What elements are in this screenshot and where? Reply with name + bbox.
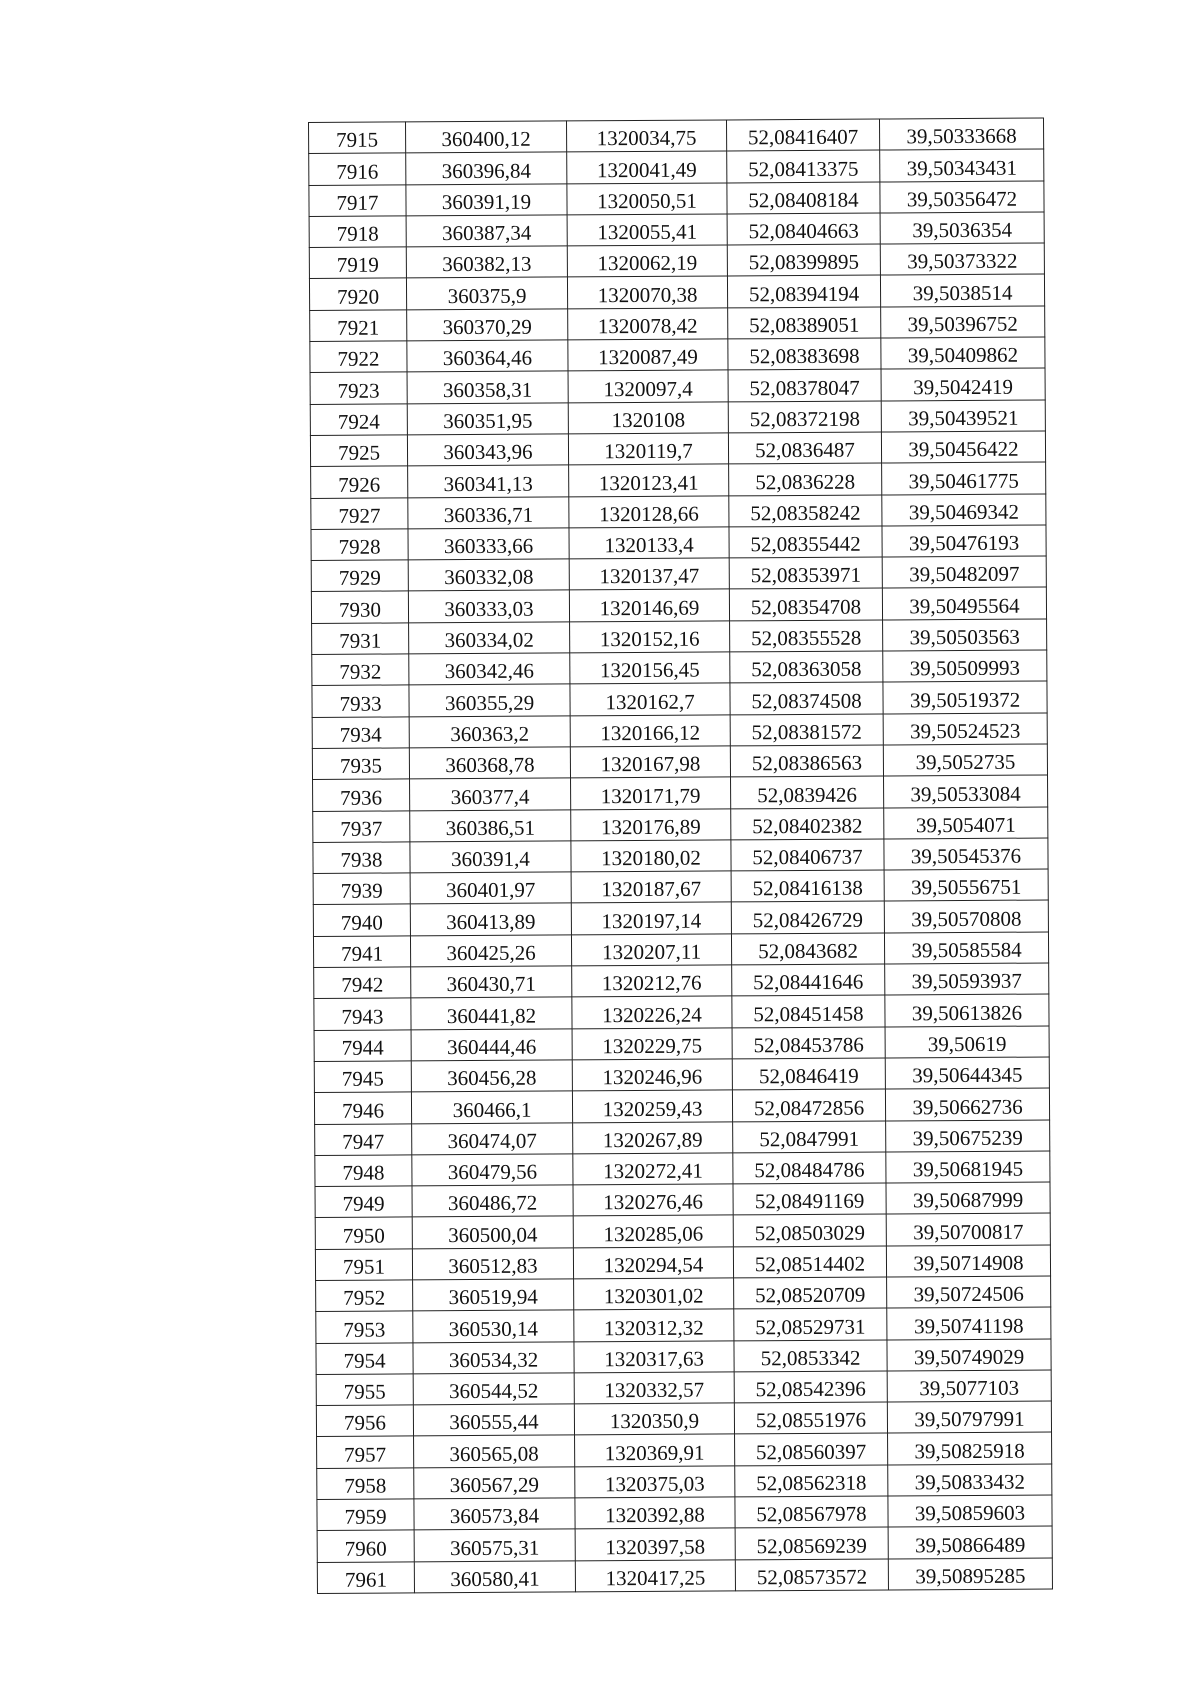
y-coordinate-cell: 1320062,19 <box>567 245 727 277</box>
longitude-cell: 39,5042419 <box>881 368 1045 400</box>
longitude-cell: 39,50556751 <box>884 869 1048 901</box>
y-coordinate-cell: 1320317,63 <box>574 1340 734 1372</box>
y-coordinate-cell: 1320392,88 <box>575 1497 735 1529</box>
longitude-cell: 39,5054071 <box>884 807 1048 839</box>
y-coordinate-cell: 1320397,58 <box>575 1528 735 1560</box>
table-row <box>312 681 1047 717</box>
latitude-cell: 52,08404663 <box>727 213 880 245</box>
latitude-cell: 52,08573572 <box>735 1559 888 1591</box>
x-coordinate-cell: 360358,31 <box>407 371 568 403</box>
table-row <box>317 1495 1052 1531</box>
longitude-cell: 39,50570808 <box>884 900 1048 932</box>
y-coordinate-cell: 1320087,49 <box>568 339 728 371</box>
longitude-cell: 39,50343431 <box>880 149 1044 181</box>
longitude-cell: 39,50593937 <box>885 963 1049 995</box>
latitude-cell: 52,08416407 <box>726 119 879 151</box>
y-coordinate-cell: 1320167,98 <box>570 746 730 778</box>
table-row <box>313 932 1048 968</box>
table-row <box>313 807 1048 843</box>
x-coordinate-cell: 360444,46 <box>411 1029 572 1061</box>
point-number-cell: 7927 <box>311 497 408 529</box>
longitude-cell: 39,50456422 <box>881 431 1045 463</box>
y-coordinate-cell: 1320176,89 <box>571 808 731 840</box>
y-coordinate-cell: 1320226,24 <box>572 996 732 1028</box>
longitude-cell: 39,50644345 <box>885 1057 1049 1089</box>
latitude-cell: 52,08355528 <box>730 620 883 652</box>
table-row <box>310 368 1045 404</box>
point-number-cell: 7959 <box>317 1499 414 1531</box>
y-coordinate-cell: 1320369,91 <box>575 1434 735 1466</box>
table-row <box>314 1057 1049 1093</box>
longitude-cell: 39,50619 <box>885 1026 1049 1058</box>
point-number-cell: 7933 <box>312 685 409 717</box>
table-row <box>316 1401 1051 1437</box>
x-coordinate-cell: 360401,97 <box>410 872 571 904</box>
y-coordinate-cell: 1320070,38 <box>567 276 727 308</box>
longitude-cell: 39,50675239 <box>886 1119 1050 1151</box>
y-coordinate-cell: 1320097,4 <box>568 370 728 402</box>
point-number-cell: 7925 <box>310 435 407 467</box>
latitude-cell: 52,0839426 <box>731 776 884 808</box>
latitude-cell: 52,08402382 <box>731 808 884 840</box>
latitude-cell: 52,08472856 <box>732 1089 885 1121</box>
x-coordinate-cell: 360375,9 <box>406 277 567 309</box>
latitude-cell: 52,08389051 <box>728 307 881 339</box>
latitude-cell: 52,08358242 <box>729 495 882 527</box>
point-number-cell: 7953 <box>316 1311 413 1343</box>
latitude-cell: 52,08383698 <box>728 338 881 370</box>
point-number-cell: 7919 <box>309 247 406 279</box>
x-coordinate-cell: 360575,31 <box>414 1529 575 1561</box>
x-coordinate-cell: 360387,34 <box>406 215 567 247</box>
longitude-cell: 39,5038514 <box>880 274 1044 306</box>
latitude-cell: 52,0836487 <box>728 432 881 464</box>
coordinates-table <box>308 118 1053 1594</box>
table-row <box>310 431 1045 467</box>
longitude-cell: 39,50859603 <box>888 1495 1052 1527</box>
longitude-cell: 39,50373322 <box>880 243 1044 275</box>
y-coordinate-cell: 1320128,66 <box>569 495 729 527</box>
x-coordinate-cell: 360334,02 <box>409 622 570 654</box>
longitude-cell: 39,50895285 <box>888 1558 1052 1590</box>
point-number-cell: 7941 <box>313 936 410 968</box>
x-coordinate-cell: 360396,84 <box>406 152 567 184</box>
point-number-cell: 7931 <box>312 623 409 655</box>
x-coordinate-cell: 360544,52 <box>413 1373 574 1405</box>
table-row <box>309 181 1044 217</box>
y-coordinate-cell: 1320050,51 <box>567 183 727 215</box>
point-number-cell: 7956 <box>316 1405 413 1437</box>
table-row <box>310 306 1045 342</box>
latitude-cell: 52,08406737 <box>731 839 884 871</box>
x-coordinate-cell: 360456,28 <box>411 1060 572 1092</box>
latitude-cell: 52,08354708 <box>729 588 882 620</box>
latitude-cell: 52,08562318 <box>735 1465 888 1497</box>
y-coordinate-cell: 1320417,25 <box>575 1560 735 1592</box>
table-row <box>311 525 1046 561</box>
x-coordinate-cell: 360364,46 <box>407 340 568 372</box>
longitude-cell: 39,50503563 <box>883 619 1047 651</box>
x-coordinate-cell: 360486,72 <box>412 1185 573 1217</box>
latitude-cell: 52,08413375 <box>727 150 880 182</box>
coordinates-table-body <box>309 118 1053 1593</box>
longitude-cell: 39,50533084 <box>884 775 1048 807</box>
table-row <box>317 1464 1052 1500</box>
x-coordinate-cell: 360333,03 <box>408 590 569 622</box>
table-row <box>311 556 1046 592</box>
longitude-cell: 39,50797991 <box>887 1401 1051 1433</box>
point-number-cell: 7929 <box>311 560 408 592</box>
point-number-cell: 7949 <box>315 1186 412 1218</box>
x-coordinate-cell: 360341,13 <box>408 465 569 497</box>
x-coordinate-cell: 360534,32 <box>413 1341 574 1373</box>
x-coordinate-cell: 360342,46 <box>409 653 570 685</box>
table-row <box>316 1339 1051 1375</box>
latitude-cell: 52,08355442 <box>729 526 882 558</box>
point-number-cell: 7961 <box>317 1562 414 1594</box>
latitude-cell: 52,08451458 <box>732 995 885 1027</box>
point-number-cell: 7943 <box>314 998 411 1030</box>
longitude-cell: 39,50741198 <box>887 1307 1051 1339</box>
y-coordinate-cell: 1320133,4 <box>569 527 729 559</box>
longitude-cell: 39,50866489 <box>888 1526 1052 1558</box>
latitude-cell: 52,08551976 <box>734 1402 887 1434</box>
y-coordinate-cell: 1320272,41 <box>573 1153 733 1185</box>
table-row <box>313 900 1048 936</box>
table-row <box>313 869 1048 905</box>
latitude-cell: 52,08372198 <box>728 401 881 433</box>
point-number-cell: 7916 <box>309 153 406 185</box>
table-row <box>311 462 1046 498</box>
latitude-cell: 52,08374508 <box>730 682 883 714</box>
y-coordinate-cell: 1320146,69 <box>569 589 729 621</box>
table-row <box>311 494 1046 530</box>
x-coordinate-cell: 360377,4 <box>410 778 571 810</box>
table-row <box>309 212 1044 248</box>
x-coordinate-cell: 360391,4 <box>410 841 571 873</box>
point-number-cell: 7924 <box>310 404 407 436</box>
point-number-cell: 7945 <box>314 1061 411 1093</box>
latitude-cell: 52,08426729 <box>731 901 884 933</box>
y-coordinate-cell: 1320187,67 <box>571 871 731 903</box>
latitude-cell: 52,0836228 <box>729 463 882 495</box>
table-row <box>316 1370 1051 1406</box>
point-number-cell: 7944 <box>314 1029 411 1061</box>
point-number-cell: 7948 <box>315 1155 412 1187</box>
x-coordinate-cell: 360565,08 <box>414 1435 575 1467</box>
y-coordinate-cell: 1320259,43 <box>572 1090 732 1122</box>
x-coordinate-cell: 360479,56 <box>412 1154 573 1186</box>
point-number-cell: 7958 <box>317 1468 414 1500</box>
x-coordinate-cell: 360343,96 <box>407 434 568 466</box>
y-coordinate-cell: 1320276,46 <box>573 1184 733 1216</box>
point-number-cell: 7935 <box>312 748 409 780</box>
table-row <box>314 963 1049 999</box>
y-coordinate-cell: 1320171,79 <box>571 777 731 809</box>
table-row <box>309 274 1044 310</box>
x-coordinate-cell: 360530,14 <box>413 1310 574 1342</box>
table-row <box>309 118 1044 154</box>
table-row <box>315 1151 1050 1187</box>
table-row <box>311 587 1046 623</box>
longitude-cell: 39,5077103 <box>887 1370 1051 1402</box>
x-coordinate-cell: 360368,78 <box>409 747 570 779</box>
latitude-cell: 52,08484786 <box>733 1152 886 1184</box>
x-coordinate-cell: 360512,83 <box>412 1248 573 1280</box>
x-coordinate-cell: 360382,13 <box>406 246 567 278</box>
longitude-cell: 39,50724506 <box>887 1276 1051 1308</box>
point-number-cell: 7928 <box>311 529 408 561</box>
point-number-cell: 7921 <box>310 310 407 342</box>
latitude-cell: 52,08514402 <box>733 1246 886 1278</box>
x-coordinate-cell: 360351,95 <box>407 403 568 435</box>
table-row <box>316 1307 1051 1343</box>
table-row <box>310 400 1045 436</box>
latitude-cell: 52,08416138 <box>731 870 884 902</box>
x-coordinate-cell: 360363,2 <box>409 716 570 748</box>
table-row <box>315 1182 1050 1218</box>
latitude-cell: 52,08441646 <box>732 964 885 996</box>
latitude-cell: 52,0847991 <box>733 1120 886 1152</box>
longitude-cell: 39,50825918 <box>888 1432 1052 1464</box>
latitude-cell: 52,08520709 <box>734 1277 887 1309</box>
latitude-cell: 52,08353971 <box>729 557 882 589</box>
y-coordinate-cell: 1320078,42 <box>568 308 728 340</box>
latitude-cell: 52,08453786 <box>732 1027 885 1059</box>
y-coordinate-cell: 1320246,96 <box>572 1059 732 1091</box>
table-row <box>317 1558 1052 1594</box>
point-number-cell: 7951 <box>315 1249 412 1281</box>
point-number-cell: 7918 <box>309 216 406 248</box>
point-number-cell: 7923 <box>310 372 407 404</box>
y-coordinate-cell: 1320332,57 <box>574 1372 734 1404</box>
table-row <box>310 337 1045 373</box>
y-coordinate-cell: 1320294,54 <box>573 1247 733 1279</box>
x-coordinate-cell: 360519,94 <box>413 1279 574 1311</box>
longitude-cell: 39,5052735 <box>883 744 1047 776</box>
y-coordinate-cell: 1320156,45 <box>570 652 730 684</box>
table-row <box>315 1213 1050 1249</box>
y-coordinate-cell: 1320162,7 <box>570 683 730 715</box>
point-number-cell: 7930 <box>311 591 408 623</box>
latitude-cell: 52,08569239 <box>735 1527 888 1559</box>
y-coordinate-cell: 1320375,03 <box>575 1466 735 1498</box>
point-number-cell: 7946 <box>314 1092 411 1124</box>
x-coordinate-cell: 360391,19 <box>406 184 567 216</box>
y-coordinate-cell: 1320123,41 <box>569 464 729 496</box>
longitude-cell: 39,50482097 <box>882 556 1046 588</box>
latitude-cell: 52,08378047 <box>728 369 881 401</box>
longitude-cell: 39,50545376 <box>884 838 1048 870</box>
y-coordinate-cell: 1320034,75 <box>566 120 726 152</box>
y-coordinate-cell: 1320267,89 <box>573 1121 733 1153</box>
longitude-cell: 39,50409862 <box>881 337 1045 369</box>
x-coordinate-cell: 360400,12 <box>406 121 567 153</box>
y-coordinate-cell: 1320229,75 <box>572 1028 732 1060</box>
y-coordinate-cell: 1320166,12 <box>570 715 730 747</box>
x-coordinate-cell: 360466,1 <box>411 1091 572 1123</box>
x-coordinate-cell: 360336,71 <box>408 496 569 528</box>
point-number-cell: 7954 <box>316 1342 413 1374</box>
latitude-cell: 52,08394194 <box>727 275 880 307</box>
longitude-cell: 39,50396752 <box>881 306 1045 338</box>
point-number-cell: 7917 <box>309 184 406 216</box>
table-row <box>309 243 1044 279</box>
latitude-cell: 52,08560397 <box>735 1433 888 1465</box>
longitude-cell: 39,50524523 <box>883 713 1047 745</box>
table-row <box>309 149 1044 185</box>
table-row <box>314 1088 1049 1124</box>
table-row <box>312 713 1047 749</box>
y-coordinate-cell: 1320041,49 <box>567 151 727 183</box>
x-coordinate-cell: 360555,44 <box>413 1404 574 1436</box>
longitude-cell: 39,50509993 <box>883 650 1047 682</box>
point-number-cell: 7937 <box>313 810 410 842</box>
x-coordinate-cell: 360567,29 <box>414 1467 575 1499</box>
longitude-cell: 39,50469342 <box>882 494 1046 526</box>
x-coordinate-cell: 360370,29 <box>407 309 568 341</box>
latitude-cell: 52,08542396 <box>734 1371 887 1403</box>
latitude-cell: 52,08529731 <box>734 1308 887 1340</box>
table-row <box>315 1119 1050 1155</box>
latitude-cell: 52,08363058 <box>730 651 883 683</box>
longitude-cell: 39,50681945 <box>886 1151 1050 1183</box>
latitude-cell: 52,08567978 <box>735 1496 888 1528</box>
table-row <box>312 650 1047 686</box>
point-number-cell: 7936 <box>313 779 410 811</box>
table-row <box>314 1026 1049 1062</box>
y-coordinate-cell: 1320180,02 <box>571 840 731 872</box>
point-number-cell: 7947 <box>315 1123 412 1155</box>
x-coordinate-cell: 360413,89 <box>410 903 571 935</box>
longitude-cell: 39,50714908 <box>886 1245 1050 1277</box>
point-number-cell: 7950 <box>315 1217 412 1249</box>
y-coordinate-cell: 1320312,32 <box>574 1309 734 1341</box>
point-number-cell: 7934 <box>312 717 409 749</box>
table-row <box>317 1432 1052 1468</box>
longitude-cell: 39,50356472 <box>880 181 1044 213</box>
point-number-cell: 7942 <box>314 967 411 999</box>
x-coordinate-cell: 360580,41 <box>414 1561 575 1593</box>
table-row <box>312 619 1047 655</box>
point-number-cell: 7940 <box>313 904 410 936</box>
point-number-cell: 7960 <box>317 1530 414 1562</box>
latitude-cell: 52,0846419 <box>732 1058 885 1090</box>
longitude-cell: 39,50585584 <box>884 932 1048 964</box>
x-coordinate-cell: 360355,29 <box>409 684 570 716</box>
x-coordinate-cell: 360441,82 <box>411 997 572 1029</box>
table-row <box>315 1245 1050 1281</box>
x-coordinate-cell: 360500,04 <box>412 1216 573 1248</box>
y-coordinate-cell: 1320207,11 <box>571 934 731 966</box>
point-number-cell: 7939 <box>313 873 410 905</box>
longitude-cell: 39,50749029 <box>887 1339 1051 1371</box>
x-coordinate-cell: 360474,07 <box>412 1122 573 1154</box>
y-coordinate-cell: 1320212,76 <box>572 965 732 997</box>
longitude-cell: 39,50461775 <box>882 462 1046 494</box>
longitude-cell: 39,50687999 <box>886 1182 1050 1214</box>
point-number-cell: 7932 <box>312 654 409 686</box>
latitude-cell: 52,0843682 <box>731 933 884 965</box>
x-coordinate-cell: 360333,66 <box>408 528 569 560</box>
x-coordinate-cell: 360573,84 <box>414 1498 575 1530</box>
latitude-cell: 52,08381572 <box>730 714 883 746</box>
table-row <box>317 1526 1052 1562</box>
y-coordinate-cell: 1320055,41 <box>567 214 727 246</box>
point-number-cell: 7920 <box>309 278 406 310</box>
x-coordinate-cell: 360332,08 <box>408 559 569 591</box>
point-number-cell: 7955 <box>316 1374 413 1406</box>
table-row <box>314 994 1049 1030</box>
latitude-cell: 52,08503029 <box>733 1214 886 1246</box>
table-row <box>313 775 1048 811</box>
x-coordinate-cell: 360386,51 <box>410 809 571 841</box>
table-row <box>316 1276 1051 1312</box>
y-coordinate-cell: 1320119,7 <box>568 433 728 465</box>
longitude-cell: 39,50662736 <box>885 1088 1049 1120</box>
point-number-cell: 7938 <box>313 842 410 874</box>
longitude-cell: 39,5036354 <box>880 212 1044 244</box>
y-coordinate-cell: 1320197,14 <box>571 902 731 934</box>
longitude-cell: 39,50495564 <box>882 587 1046 619</box>
point-number-cell: 7915 <box>309 122 406 154</box>
latitude-cell: 52,0853342 <box>734 1340 887 1372</box>
longitude-cell: 39,50333668 <box>879 118 1043 150</box>
y-coordinate-cell: 1320350,9 <box>574 1403 734 1435</box>
y-coordinate-cell: 1320137,47 <box>569 558 729 590</box>
table-row <box>313 838 1048 874</box>
y-coordinate-cell: 1320301,02 <box>574 1278 734 1310</box>
longitude-cell: 39,50700817 <box>886 1213 1050 1245</box>
longitude-cell: 39,50613826 <box>885 994 1049 1026</box>
longitude-cell: 39,50476193 <box>882 525 1046 557</box>
latitude-cell: 52,08408184 <box>727 182 880 214</box>
longitude-cell: 39,50519372 <box>883 681 1047 713</box>
x-coordinate-cell: 360430,71 <box>411 966 572 998</box>
y-coordinate-cell: 1320152,16 <box>570 621 730 653</box>
y-coordinate-cell: 1320108 <box>568 402 728 434</box>
latitude-cell: 52,08386563 <box>730 745 883 777</box>
longitude-cell: 39,50833432 <box>888 1464 1052 1496</box>
point-number-cell: 7926 <box>311 466 408 498</box>
y-coordinate-cell: 1320285,06 <box>573 1215 733 1247</box>
table-row <box>312 744 1047 780</box>
point-number-cell: 7957 <box>317 1436 414 1468</box>
point-number-cell: 7922 <box>310 341 407 373</box>
x-coordinate-cell: 360425,26 <box>410 935 571 967</box>
point-number-cell: 7952 <box>316 1280 413 1312</box>
latitude-cell: 52,08399895 <box>727 244 880 276</box>
latitude-cell: 52,08491169 <box>733 1183 886 1215</box>
longitude-cell: 39,50439521 <box>881 400 1045 432</box>
